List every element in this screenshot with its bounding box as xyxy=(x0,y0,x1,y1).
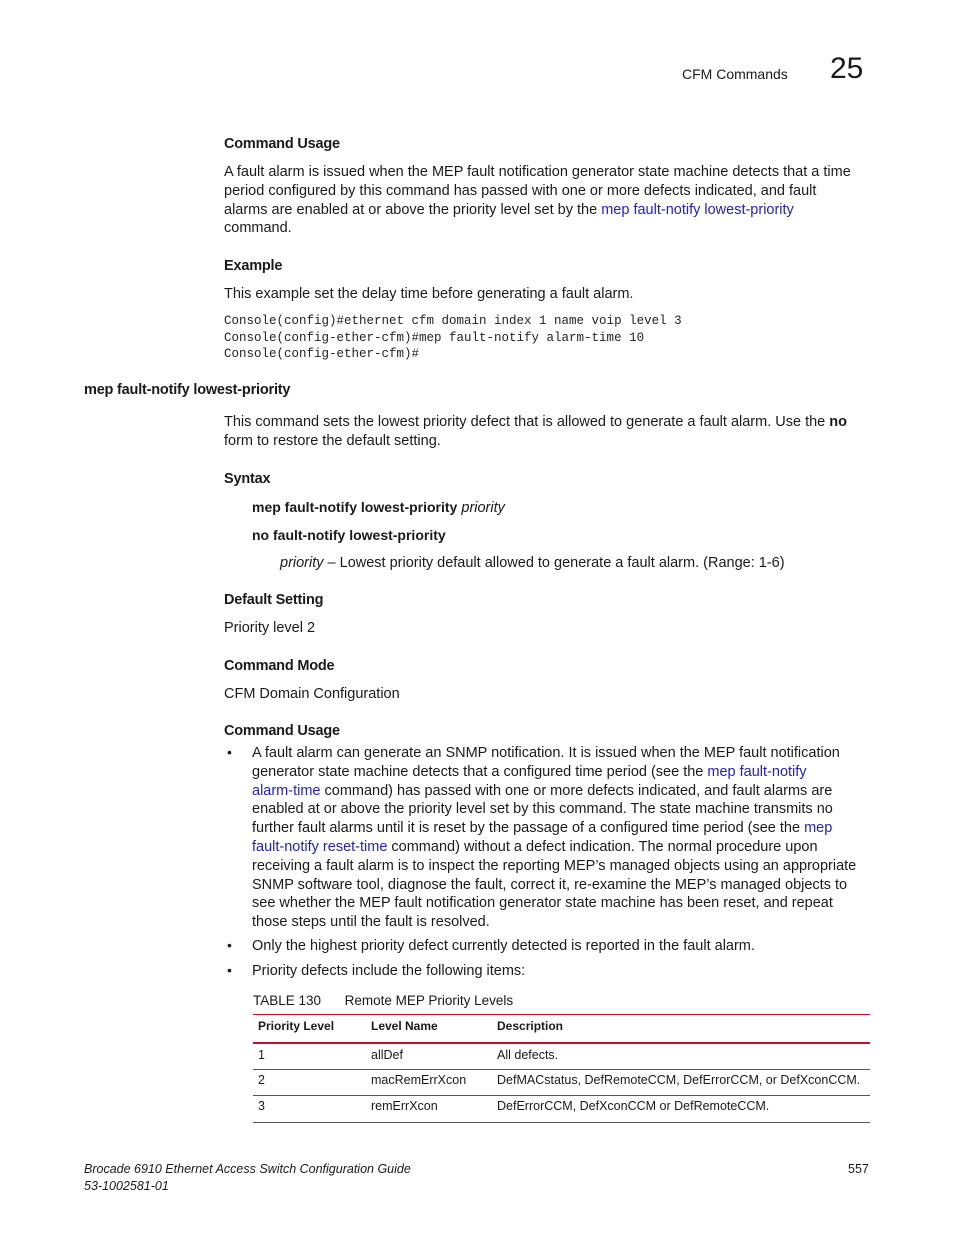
no-keyword: no xyxy=(829,414,847,430)
table-header-priority-level: Priority Level xyxy=(258,1019,335,1033)
mep-fault-notify-alarm-time-link[interactable]: alarm-time xyxy=(252,782,321,799)
table-top-rule xyxy=(253,1014,870,1015)
parameter-name: priority xyxy=(280,555,324,571)
table-cell: allDef xyxy=(371,1048,403,1062)
table-cell: 2 xyxy=(258,1073,265,1087)
paragraph-line: period configured by this command has passed with one or more defects indicated, and fault xyxy=(224,182,817,199)
paragraph-line xyxy=(252,819,856,838)
paragraph-text: alarms are enabled at or above the priority level set by the xyxy=(224,201,602,218)
paragraph-line xyxy=(252,782,856,801)
example-code-block xyxy=(224,313,682,363)
paragraph-line: see whether the MEP fault notification generator state machine has been reset, and repeat xyxy=(252,895,833,912)
command-usage-heading: Command Usage xyxy=(224,136,340,152)
example-heading: Example xyxy=(224,258,283,274)
command-usage-paragraph xyxy=(224,163,851,238)
code-line: Console(config-ether-cfm)# xyxy=(224,347,420,362)
paragraph-text: generator state machine detects that a configured time period (see the xyxy=(252,763,708,780)
paragraph-line: those steps until the fault is resolved. xyxy=(252,914,490,931)
paragraph-line: command. xyxy=(224,220,292,237)
parameter-text: – Lowest priority default allowed to generate a fault alarm. (Range: 1-6) xyxy=(323,555,785,571)
syntax-line-1 xyxy=(252,498,505,518)
paragraph-line: form to restore the default setting. xyxy=(224,432,441,449)
command-title: mep fault-notify lowest-priority xyxy=(84,382,291,398)
mep-fault-notify-reset-time-link[interactable]: fault-notify reset-time xyxy=(252,838,388,855)
paragraph-line xyxy=(224,413,847,432)
table-cell: DefErrorCCM, DefXconCCM or DefRemoteCCM. xyxy=(497,1099,770,1113)
syntax-command: mep fault-notify lowest-priority xyxy=(252,499,458,515)
paragraph-line: SNMP software tool, diagnose the fault, correct it, re-examine the MEP’s managed objects to xyxy=(252,876,848,893)
table-header-level-name: Level Name xyxy=(371,1019,438,1033)
default-setting-value: Priority level 2 xyxy=(224,620,316,636)
paragraph-text: further fault alarms until it is reset by the passage of a configured time period (see the xyxy=(252,820,805,837)
mep-fault-notify-lowest-priority-link[interactable]: mep fault-notify lowest-priority xyxy=(601,201,794,218)
table-caption xyxy=(253,993,513,1008)
parameter-description xyxy=(280,554,785,573)
table-bottom-rule xyxy=(253,1122,870,1123)
command-description xyxy=(224,413,847,451)
paragraph-line: enabled at or above the priority level set by this command. The state machine transmits no xyxy=(252,801,833,818)
table-cell: 3 xyxy=(258,1099,265,1113)
paragraph-line xyxy=(252,763,856,782)
usage-bullet-3: Priority defects include the following items: xyxy=(252,963,526,979)
table-cell: All defects. xyxy=(497,1048,559,1062)
command-mode-value: CFM Domain Configuration xyxy=(224,686,400,702)
syntax-parameter: priority xyxy=(461,500,505,516)
table-cell: remErrXcon xyxy=(371,1099,438,1113)
syntax-heading: Syntax xyxy=(224,471,271,487)
table-cell: DefMACstatus, DefRemoteCCM, DefErrorCCM, or DefXconCCM. xyxy=(497,1073,861,1087)
paragraph-line xyxy=(224,201,851,220)
running-header-title: CFM Commands xyxy=(682,66,788,82)
paragraph-line: A fault alarm is issued when the MEP fault notification generator state machine detects that a time xyxy=(224,164,851,180)
table-header-rule xyxy=(253,1042,870,1044)
example-text: This example set the delay time before generating a fault alarm. xyxy=(224,286,634,302)
paragraph-line: A fault alarm can generate an SNMP notification. It is issued when the MEP fault notification xyxy=(252,745,840,761)
command-usage-heading-2: Command Usage xyxy=(224,723,340,739)
table-cell: macRemErrXcon xyxy=(371,1073,467,1087)
table-row-rule xyxy=(253,1095,870,1096)
mep-fault-notify-alarm-time-link[interactable]: mep fault-notify xyxy=(707,763,807,780)
footer-doc-number: 53-1002581-01 xyxy=(84,1179,169,1193)
chapter-number: 25 xyxy=(830,52,864,85)
table-title: Remote MEP Priority Levels xyxy=(344,993,514,1008)
default-setting-heading: Default Setting xyxy=(224,592,324,608)
footer-guide-title: Brocade 6910 Ethernet Access Switch Configuration Guide xyxy=(84,1162,411,1176)
paragraph-text: This command sets the lowest priority defect that is allowed to generate a fault alarm. Use the xyxy=(224,414,830,430)
table-label: TABLE 130 xyxy=(253,993,322,1008)
table-row-rule xyxy=(253,1069,870,1070)
paragraph-text: command) has passed with one or more defects indicated, and fault alarms are xyxy=(320,782,833,799)
usage-bullet-2: Only the highest priority defect currently detected is reported in the fault alarm. xyxy=(252,938,755,954)
syntax-line-2: no fault-notify lowest-priority xyxy=(252,527,446,543)
footer-page-number: 557 xyxy=(848,1162,869,1176)
bullet-marker: • xyxy=(227,744,232,760)
paragraph-line xyxy=(252,838,856,857)
table-cell: 1 xyxy=(258,1048,265,1062)
table-header-description: Description xyxy=(497,1019,564,1033)
bullet-marker: • xyxy=(227,937,232,953)
usage-bullet-1 xyxy=(252,744,856,932)
code-line: Console(config)#ethernet cfm domain index 1 name voip level 3 xyxy=(224,314,682,328)
code-line: Console(config-ether-cfm)#mep fault-notify alarm-time 10 xyxy=(224,330,645,345)
command-mode-heading: Command Mode xyxy=(224,658,335,674)
bullet-marker: • xyxy=(227,962,232,978)
paragraph-line: receiving a fault alarm is to inspect the reporting MEP’s managed objects using an appropriate xyxy=(252,857,857,874)
mep-fault-notify-reset-time-link[interactable]: mep xyxy=(804,820,833,837)
paragraph-text: command) without a defect indication. The normal procedure upon xyxy=(387,838,818,855)
